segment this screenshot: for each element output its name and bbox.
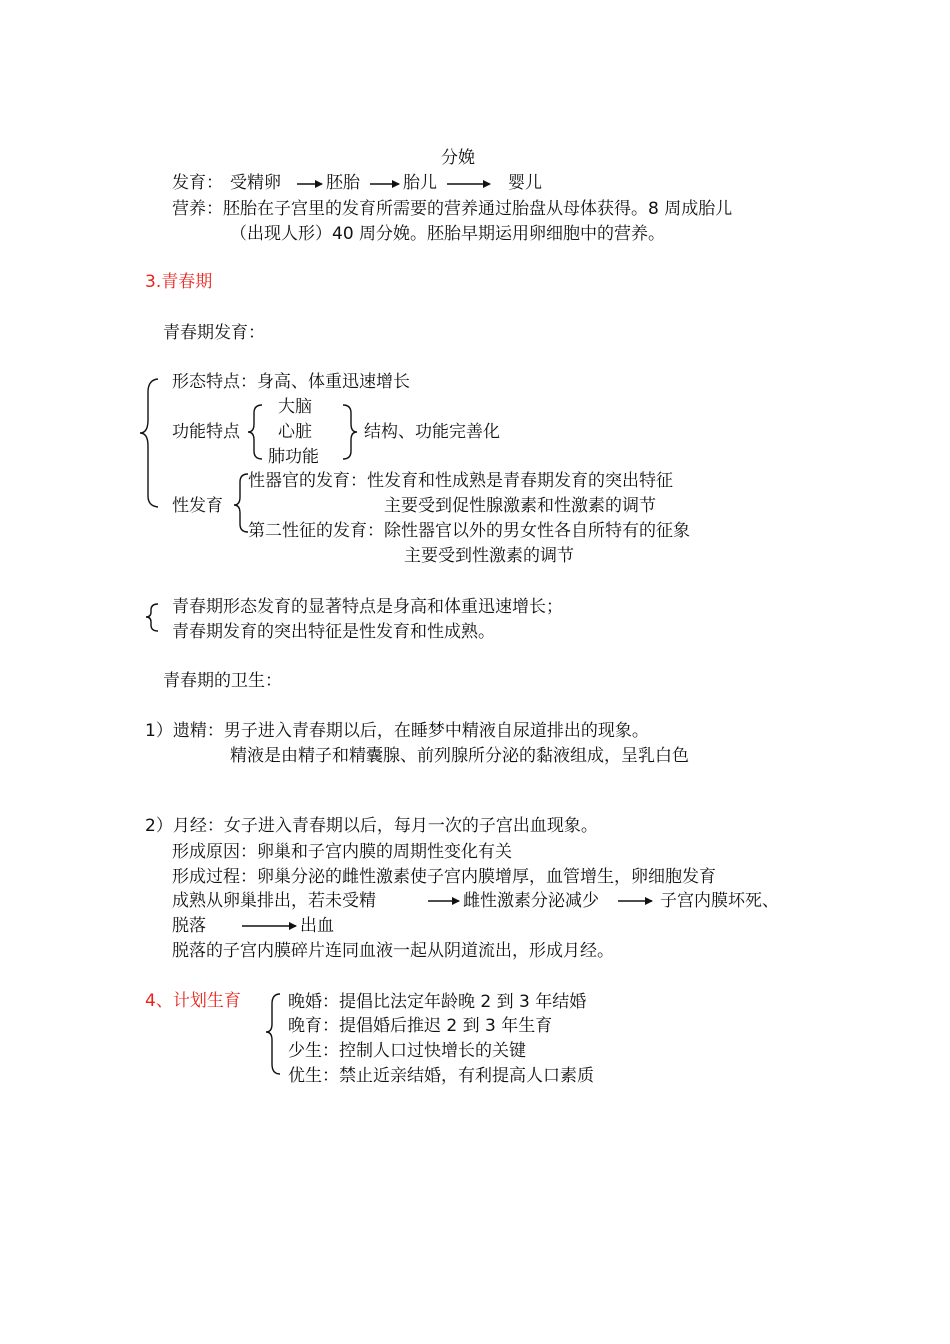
stage-fetus: 胎儿 [403, 173, 437, 193]
family-planning-item-2: 晚育：提倡婚后推迟 2 到 3 年生育 [288, 1016, 553, 1036]
delivery-label: 分娩 [441, 148, 475, 168]
sex-organ-regulation: 主要受到促性腺激素和性激素的调节 [384, 496, 656, 516]
section-4-heading: 4、计划生育 [145, 991, 241, 1011]
hygiene-heading: 青春期的卫生： [163, 671, 282, 691]
stage-infant: 婴儿 [508, 173, 542, 193]
puberty-development-subheading: 青春期发育： [163, 323, 265, 343]
item-1-line-2: 精液是由精子和精囊腺、前列腺所分泌的黏液组成，呈乳白色 [230, 746, 689, 766]
item-2-process-1: 形成过程：卵巢分泌的雌性激素使子宫内膜增厚，血管增生，卵细胞发育 [172, 867, 716, 887]
item-2-process-2a: 成熟从卵巢排出，若未受精 [172, 891, 376, 911]
secondary-sex-regulation: 主要受到性激素的调节 [404, 546, 574, 566]
brace-family-planning [266, 994, 280, 1074]
family-planning-item-1: 晚婚：提倡比法定年龄晚 2 到 3 年结婚 [288, 992, 587, 1012]
sex-organ-development: 性器官的发育：性发育和性成熟是青春期发育的突出特征 [248, 471, 673, 491]
item-2-process-2b: 雌性激素分泌减少 [463, 891, 599, 911]
item-2-final: 脱落的子宫内膜碎片连同血液一起从阴道流出，形成月经。 [172, 941, 614, 961]
sexual-development-label: 性发育 [172, 496, 223, 516]
nutrition-line-1: 营养：胚胎在子宫里的发育所需要的营养通过胎盘从母体获得。8 周成胎儿 [172, 199, 733, 219]
function-result: 结构、功能完善化 [364, 422, 500, 442]
stage-embryo: 胚胎 [326, 173, 360, 193]
item-2-cause: 形成原因：卵巢和子宫内膜的周期性变化有关 [172, 842, 512, 862]
summary-line-2: 青春期发育的突出特征是性发育和性成熟。 [172, 622, 495, 642]
item-2-process-3b: 出血 [300, 916, 334, 936]
nutrition-line-2: （出现人形）40 周分娩。胚胎早期运用卵细胞中的营养。 [230, 224, 666, 244]
morphology-feature: 形态特点：身高、体重迅速增长 [172, 372, 410, 392]
brace-function-left [248, 405, 262, 459]
brace-puberty-main [140, 379, 158, 507]
item-2-line-1: 2）月经：女子进入青春期以后，每月一次的子宫出血现象。 [145, 816, 598, 836]
item-1-line-1: 1）遗精：男子进入青春期以后，在睡梦中精液自尿道排出的现象。 [145, 721, 649, 741]
secondary-sex-development: 第二性征的发育：除性器官以外的男女性各自所特有的征象 [248, 521, 690, 541]
family-planning-item-4: 优生：禁止近亲结婚，有利提高人口素质 [288, 1066, 594, 1086]
item-2-process-3a: 脱落 [172, 916, 206, 936]
function-item-lung: 肺功能 [268, 447, 319, 467]
brace-function-right [343, 405, 357, 459]
function-feature-label: 功能特点 [172, 422, 240, 442]
item-2-process-2c: 子宫内膜坏死、 [660, 891, 779, 911]
development-prefix: 发育： [172, 173, 223, 193]
function-item-brain: 大脑 [278, 397, 312, 417]
section-3-heading: 3.青春期 [145, 272, 213, 292]
stage-zygote: 受精卵 [230, 173, 281, 193]
brace-summary [146, 604, 158, 631]
summary-line-1: 青春期形态发育的显著特点是身高和体重迅速增长； [172, 597, 563, 617]
brace-sexual-development [234, 474, 248, 532]
family-planning-item-3: 少生：控制人口过快增长的关键 [288, 1041, 526, 1061]
function-item-heart: 心脏 [278, 422, 312, 442]
